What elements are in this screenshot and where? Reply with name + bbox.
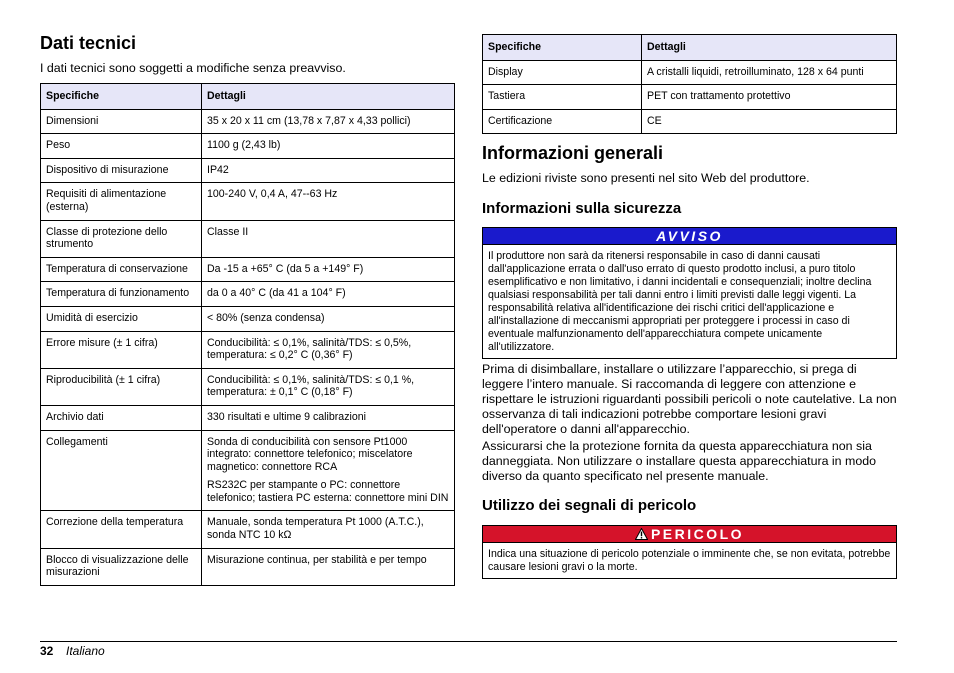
table-row xyxy=(41,368,455,405)
table-row xyxy=(41,430,455,511)
spec-detail-text: CE xyxy=(647,114,662,127)
spec-detail-text: Conducibilità: ≤ 0,1%, salinità/TDS: ≤ 0,5%, temperatura: ≤ 0,2° C (0,36° F) xyxy=(207,336,412,362)
table-row xyxy=(41,511,455,548)
spec-detail-text: Sonda di conducibilità con sensore Pt1000 integrato: connettore telefonico; miscelatore magnetico: connettore RCA xyxy=(207,435,413,473)
spec-details-cell xyxy=(202,109,455,134)
spec-name-cell: Temperatura di funzionamento xyxy=(41,282,202,307)
table-row xyxy=(41,183,455,220)
spec-detail-text: A cristalli liquidi, retroilluminato, 128 x 64 punti xyxy=(647,65,864,78)
spec-name-cell: Dimensioni xyxy=(41,109,202,134)
spec-detail-text: RS232C per stampante o PC: connettore telefonico; tastiera PC esterna: connettore mini DIN xyxy=(207,479,449,504)
spec-detail-text: Conducibilità: ≤ 0,1%, salinità/TDS: ≤ 0,1 %, temperatura: ± 0,1° C (0,18° F) xyxy=(207,373,415,399)
table-row xyxy=(41,548,455,585)
spec-details-cell xyxy=(202,405,455,430)
spec-details-cell xyxy=(202,183,455,220)
spec-details-cell xyxy=(642,85,897,110)
spec-detail-text: IP42 xyxy=(207,163,229,176)
table-row xyxy=(41,257,455,282)
spec-name-cell: Correzione della temperatura xyxy=(41,511,202,548)
notice-box xyxy=(482,227,897,359)
danger-box xyxy=(482,525,897,579)
table-row xyxy=(41,220,455,257)
spec-name-cell: Dispositivo di misurazione xyxy=(41,158,202,183)
spec-name-cell: Peso xyxy=(41,134,202,159)
spec-detail-text: Manuale, sonda temperatura Pt 1000 (A.T.C.), sonda NTC 10 kΩ xyxy=(207,516,424,542)
spec-details-cell xyxy=(202,220,455,257)
section-title-general-info: Informazioni generali xyxy=(482,143,664,163)
danger-text: Indica una situazione di pericolo potenziale o imminente che, se non evitata, potrebbe causare lesioni gravi o la morte. xyxy=(488,548,891,573)
spec-name-cell: Certificazione xyxy=(483,109,642,134)
table-row xyxy=(483,60,897,85)
spec-detail-text: PET con trattamento protettivo xyxy=(647,90,791,103)
table-row xyxy=(41,331,455,368)
spec-name-cell: Riproducibilità (± 1 cifra) xyxy=(41,368,202,405)
spec-name-cell: Errore misure (± 1 cifra) xyxy=(41,331,202,368)
spec-details-cell xyxy=(202,282,455,307)
table-row xyxy=(483,109,897,134)
table-row xyxy=(41,158,455,183)
general-info-text: Le edizioni riviste sono presenti nel sito Web del produttore. xyxy=(482,171,810,185)
table-row xyxy=(41,306,455,331)
spec-detail-text: 100-240 V, 0,4 A, 47--63 Hz xyxy=(207,188,338,201)
footer-divider xyxy=(40,641,897,642)
spec-details-cell xyxy=(202,306,455,331)
section-title-hazard-signals: Utilizzo dei segnali di pericolo xyxy=(482,497,697,514)
spec-detail-text: Misurazione continua, per stabilità e per tempo xyxy=(207,553,427,566)
spec-name-cell: Tastiera xyxy=(483,85,642,110)
spec-detail-text: < 80% (senza condensa) xyxy=(207,311,325,324)
spec-detail-text: 330 risultati e ultime 9 calibrazioni xyxy=(207,410,366,423)
spec-details-cell xyxy=(642,60,897,85)
spec-details-cell xyxy=(202,331,455,368)
safety-paragraph-1: Prima di disimballare, installare o utilizzare l’apparecchio, si prega di leggere l’intero manuale. Si raccomanda di leggere con attenzione e rispettare le istruzioni riguardanti possibili pericoli o note cautelative. La non osservanza di tali indicazioni potrebbe comportare lesioni gravi dell'operatore o danni all'apparecchio. xyxy=(482,362,897,436)
spec-details-cell xyxy=(202,511,455,548)
technical-data-intro: I dati tecnici sono soggetti a modifiche senza preavviso. xyxy=(40,61,346,75)
spec-detail-text: 1100 g (2,43 lb) xyxy=(207,139,281,152)
spec-details-cell xyxy=(202,548,455,585)
table-header-specs: Specifiche xyxy=(483,35,642,61)
spec-name-cell: Blocco di visualizzazione delle misurazioni xyxy=(41,548,202,585)
table-header-row xyxy=(41,84,455,110)
footer-language: Italiano xyxy=(66,644,105,658)
spec-name-cell: Display xyxy=(483,60,642,85)
spec-detail-text: da 0 a 40° C (da 41 a 104° F) xyxy=(207,287,346,300)
spec-details-cell xyxy=(202,368,455,405)
spec-name-cell: Requisiti di alimentazione (esterna) xyxy=(41,183,202,220)
spec-name-cell: Archivio dati xyxy=(41,405,202,430)
table-row xyxy=(483,85,897,110)
spec-detail-text: Da -15 a +65° C (da 5 a +149° F) xyxy=(207,262,364,275)
technical-data-table-continued xyxy=(482,34,897,134)
notice-text: Il produttore non sarà da ritenersi responsabile in caso di danni causati dall'applicazione errata o dall'uso errato di questo prodotto inclusi, a puro titolo esemplificativo e non limitativo, i danni incidentali e consequenziali; inoltre declina qualsiasi responsabilità per tali danni entro i limiti previsti dalle leggi vigenti. La responsabilità relativa all'identificazione dei rischi critici dell'applicazione e all'installazione di meccanismi appropriati per proteggere i processi in caso di eventuale malfunzionamento dell'apparecchiatura compete unicamente all'utilizzatore. xyxy=(488,250,872,353)
page-number: 32 xyxy=(40,644,54,658)
table-header-details: Dettagli xyxy=(642,35,897,61)
spec-name-cell: Temperatura di conservazione xyxy=(41,257,202,282)
spec-name-cell: Classe di protezione dello strumento xyxy=(41,220,202,257)
section-title-technical-data: Dati tecnici xyxy=(40,33,137,53)
notice-header: AVVISO xyxy=(483,228,896,245)
technical-data-table xyxy=(40,83,455,586)
spec-name-cell: Collegamenti xyxy=(41,430,202,511)
section-title-safety: Informazioni sulla sicurezza xyxy=(482,200,682,217)
table-row xyxy=(41,134,455,159)
spec-details-cell xyxy=(642,109,897,134)
spec-details-cell xyxy=(202,158,455,183)
table-row xyxy=(41,109,455,134)
danger-header xyxy=(483,526,896,543)
spec-details-cell xyxy=(202,134,455,159)
table-row xyxy=(41,282,455,307)
table-header-specs: Specifiche xyxy=(41,84,202,110)
table-header-row xyxy=(483,35,897,61)
table-header-details: Dettagli xyxy=(202,84,455,110)
spec-detail-text: 35 x 20 x 11 cm (13,78 x 7,87 x 4,33 pollici) xyxy=(207,114,411,127)
safety-paragraph-2: Assicurarsi che la protezione fornita da questa apparecchiatura non sia danneggiata. Non utilizzare o installare questa apparecchiatura in modo diverso da quanto specificato nel presente manuale. xyxy=(482,439,876,483)
table-row xyxy=(41,405,455,430)
spec-detail-text: Classe II xyxy=(207,225,249,238)
warning-triangle-icon xyxy=(635,528,648,540)
spec-details-cell xyxy=(202,430,455,511)
danger-label: PERICOLO xyxy=(650,526,745,542)
spec-name-cell: Umidità di esercizio xyxy=(41,306,202,331)
spec-details-cell xyxy=(202,257,455,282)
